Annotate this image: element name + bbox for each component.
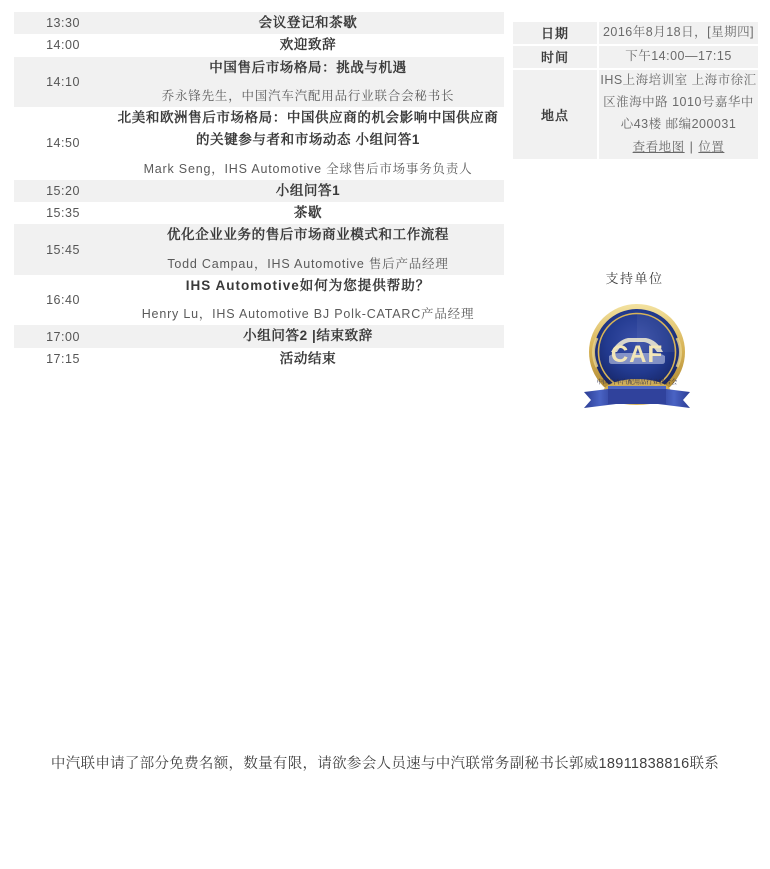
agenda-session <box>112 275 504 326</box>
event-info-box <box>513 22 758 159</box>
agenda-session <box>112 224 504 275</box>
agenda-time: 15:20 <box>14 180 112 202</box>
agenda-time: 15:45 <box>14 224 112 275</box>
link-divider: | <box>689 140 694 155</box>
table-row <box>14 12 504 34</box>
caf-logo-subtext: 中国汽车汽配用品行业联合会 <box>596 379 678 386</box>
agenda-session <box>112 34 504 56</box>
table-row <box>14 180 504 202</box>
agenda-session-speaker: Mark Seng，IHS Automotive 全球售后市场事务负责人 <box>143 161 473 176</box>
agenda-session-title: 会议登记和茶歇 <box>258 15 358 30</box>
agenda-time: 17:15 <box>14 348 112 370</box>
time-label: 时间 <box>513 46 598 68</box>
table-row <box>14 224 504 275</box>
sponsor-heading: 支持单位 <box>605 271 664 286</box>
agenda-table <box>14 12 504 370</box>
date-value: 2016年8月18日，[星期四] <box>598 22 758 44</box>
agenda-session-speaker: Henry Lu，IHS Automotive BJ Polk-CATARC产品经理 <box>141 307 475 322</box>
event-info-body <box>513 22 758 159</box>
agenda-session <box>112 12 504 34</box>
caf-logo-text: CAF <box>610 341 664 368</box>
agenda-session <box>112 180 504 202</box>
agenda-session <box>112 202 504 224</box>
agenda-time: 17:00 <box>14 325 112 347</box>
agenda-session <box>112 348 504 370</box>
time-value: 下午14:00—17:15 <box>598 46 758 68</box>
agenda-time: 14:50 <box>14 107 112 180</box>
agenda-session-title: 活动结束 <box>279 350 337 366</box>
agenda-session-speaker: 乔永锋先生，中国汽车汽配用品行业联合会秘书长 <box>161 88 455 103</box>
agenda-time: 16:40 <box>14 275 112 326</box>
table-row <box>14 107 504 180</box>
agenda-session-title: 小组问答2 |结束致辞 <box>243 328 373 344</box>
venue-value: IHS上海培训室 上海市徐汇区淮海中路 1010号嘉华中心43楼 邮编200031 <box>600 72 757 131</box>
table-row <box>14 275 504 326</box>
date-label: 日期 <box>513 22 598 44</box>
agenda-session-title: 北美和欧洲售后市场格局：中国供应商的机会影响中国供应商的关键参与者和市场动态 小组问答1 <box>117 110 499 148</box>
agenda-session <box>112 325 504 347</box>
event-info-row-time <box>513 46 758 68</box>
venue-links <box>599 137 758 159</box>
caf-logo <box>564 300 710 422</box>
agenda-session-title: 欢迎致辞 <box>279 37 337 53</box>
agenda-session <box>112 57 504 108</box>
agenda-time: 13:30 <box>14 12 112 34</box>
table-row <box>14 34 504 56</box>
caf-logo-svg <box>564 300 710 422</box>
agenda-table-body <box>14 12 504 370</box>
event-info-row-venue <box>513 70 758 160</box>
table-row <box>14 325 504 347</box>
footer-note: 中汽联申请了部分免费名额，数量有限，请欲参会人员速与中汽联常务副秘书长郭威18911838816联系 <box>50 756 720 772</box>
venue-label: 地点 <box>513 70 598 160</box>
table-row <box>14 202 504 224</box>
venue-value-cell <box>598 70 758 160</box>
agenda-time: 15:35 <box>14 202 112 224</box>
agenda-time: 14:00 <box>14 34 112 56</box>
view-map-link[interactable]: 查看地图 <box>632 140 685 155</box>
agenda-time: 14:10 <box>14 57 112 108</box>
table-row <box>14 348 504 370</box>
location-link[interactable]: 位置 <box>698 140 725 155</box>
agenda-session-title: IHS Automotive如何为您提供帮助？ <box>185 277 431 293</box>
agenda-session-title: 优化企业业务的售后市场商业模式和工作流程 <box>167 227 449 243</box>
table-row <box>14 57 504 108</box>
agenda-session-title: 茶歇 <box>293 205 323 221</box>
agenda-session-speaker: Todd Campau，IHS Automotive 售后产品经理 <box>167 256 449 271</box>
agenda-session-title: 中国售后市场格局：挑战与机遇 <box>209 59 407 75</box>
agenda-session-title: 小组问答1 <box>275 182 341 198</box>
event-info-row-date <box>513 22 758 44</box>
agenda-session <box>112 107 504 180</box>
